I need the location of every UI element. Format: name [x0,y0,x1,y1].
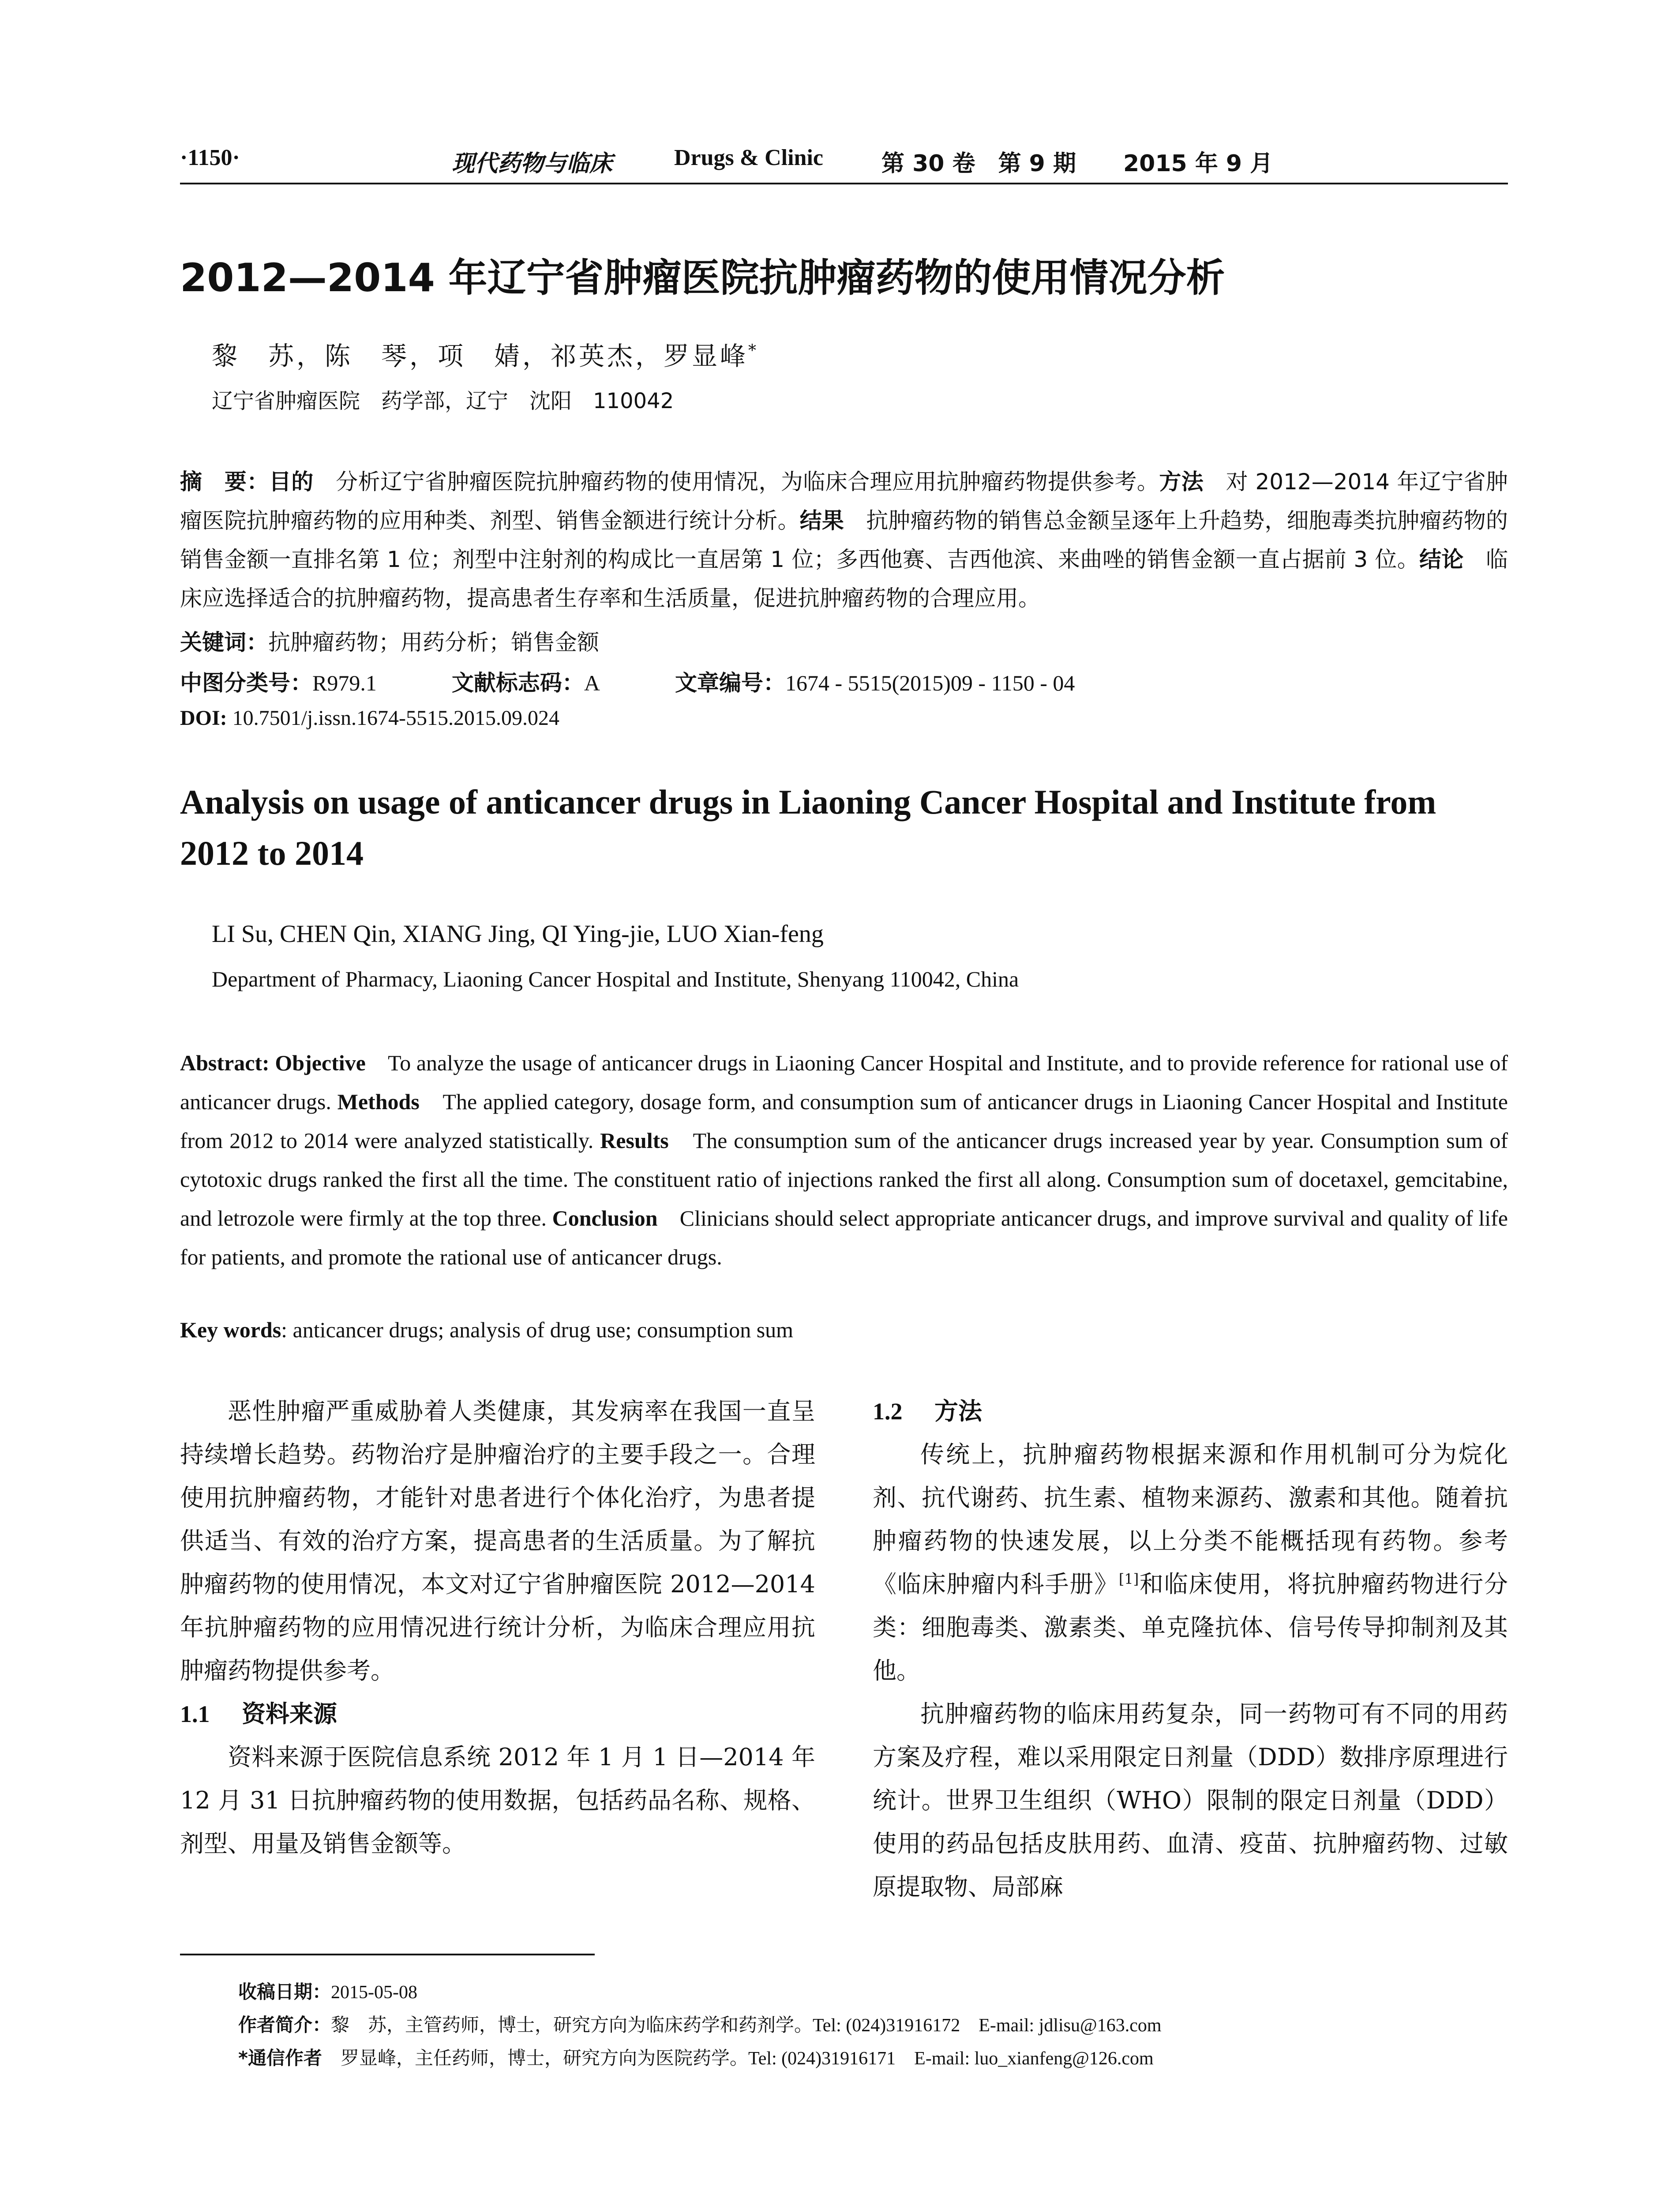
clc-value: R979.1 [312,671,377,695]
doi-value[interactable]: 10.7501/j.issn.1674-5515.2015.09.024 [227,706,560,730]
doi-line [180,706,559,730]
body-column-right [873,1390,1508,1909]
clc-label: 中图分类号： [180,670,312,696]
section-heading-1-1 [180,1692,815,1736]
article-title-cn: 2012—2014 年辽宁省肿瘤医院抗肿瘤药物的使用情况分析 [180,255,1225,300]
doc-code-label: 文献标志码： [451,670,584,696]
abstract-cn-results: 抗肿瘤药物的销售总金额呈逐年上升趋势，细胞毒类抗肿瘤药物的销售金额一直排名第 1 位；剂型中注射剂的构成比一直居第 1 位；多西他赛、吉西他滨、来曲唑的销售金额一直占据前 3 位。 [180,508,1508,572]
footnote-author [238,2009,1162,2042]
abstract-cn-conclusion: 临床应选择适合的抗肿瘤药物，提高患者生存率和生活质量，促进抗肿瘤药物的合理应用。 [180,547,1508,611]
received-label: 收稿日期： [238,1981,331,2003]
abstract-en-label: Abstract: [180,1050,270,1075]
doi-label: DOI: [180,706,227,730]
article-number-value: 1674 - 5515(2015)09 - 1150 - 04 [785,671,1075,695]
affiliation-en: Department of Pharmacy, Liaoning Cancer Hospital and Institute, Shenyang 110042, China [212,967,1019,991]
abstract-cn-objective: 分析辽宁省肿瘤医院抗肿瘤药物的使用情况，为临床合理应用抗肿瘤药物提供参考。 [313,469,1159,495]
abstract-en-objective: To analyze the usage of anticancer drugs in Liaoning Cancer Hospital and Institute, and to provide reference for rational use of anticancer drugs. [180,1050,1508,1114]
footnote-received [238,1976,1162,2009]
doc-code-value: A [584,671,600,695]
intro-paragraph: 恶性肿瘤严重威胁着人类健康，其发病率在我国一直呈持续增长趋势。药物治疗是肿瘤治疗的主要手段之一。合理使用抗肿瘤药物，才能针对患者进行个体化治疗，为患者提供适当、有效的治疗方案，提高患者的生活质量。为了解抗肿瘤药物的使用情况，本文对辽宁省肿瘤医院 2012—2014 年抗肿瘤药物的应用情况进行统计分析，为临床合理应用抗肿瘤药物提供参考。 [180,1397,815,1685]
abstract-en-results: The consumption sum of the anticancer drugs increased year by year. Consumption sum of cytotoxic drugs ranked the first all the time. The constituent ratio of injections ranked the first all along. Consumption sum of docetaxel, gemcitabine, and letrozole were firmly at the top three. [180,1128,1508,1231]
corresponding-mark: * [748,341,759,360]
journal-name-en: Drugs & Clinic [674,145,823,170]
footnote-corresponding [238,2042,1162,2075]
abstract-en-conclusion-label: Conclusion [547,1206,658,1231]
abstract-en-conclusion: Clinicians should select appropriate anticancer drugs, and improve survival and quality of life for patients, and promote the rational use of anticancer drugs. [180,1206,1508,1269]
section-title-1-2: 方法 [934,1397,982,1425]
footnote-rule [180,1954,595,1955]
section-1-2-text-a: 传统上，抗肿瘤药物根据来源和作用机制可分为烷化剂、抗代谢药、抗生素、植物来源药、激素和其他。随着抗肿瘤药物的快速发展，以上分类不能概括现有药物。参考《临床肿瘤内科手册》 [873,1441,1508,1598]
author-contact: Tel: (024)31916172 E-mail: jdlisu@163.com [813,2015,1162,2036]
abstract-en-methods: The applied category, dosage form, and consumption sum of anticancer drugs in Liaoning Cancer Hospital and Institute from 2012 to 2014 were analyzed statistically. [180,1089,1508,1153]
abstract-en-results-label: Results [593,1128,669,1153]
abstract-cn [180,462,1508,618]
keywords-en-label: Key words [180,1317,281,1342]
received-value: 2015-05-08 [331,1982,417,2003]
keywords-en [180,1317,793,1343]
abstract-en [180,1043,1508,1276]
volume-issue: 第 30 卷 第 9 期 [881,150,1076,177]
affiliation-cn: 辽宁省肿瘤医院 药学部，辽宁 沈阳 110042 [212,389,674,413]
abstract-en-methods-label: Methods [331,1089,420,1114]
section-number-1-1: 1.1 [180,1701,210,1727]
author-bio-label: 作者简介： [238,2014,331,2036]
keywords-cn-label: 关键词： [180,630,268,655]
corresponding-value: 罗显峰，主任药师，博士，研究方向为医院药学。 [322,2047,748,2069]
corresponding-label: *通信作者 [238,2047,322,2069]
section-heading-1-2 [873,1390,1508,1433]
authors-cn [212,335,759,372]
abstract-cn-methods-label: 方法 [1159,469,1204,495]
keywords-en-value: : anticancer drugs; analysis of drug use; consumption sum [281,1317,794,1342]
section-1-1-paragraph: 资料来源于医院信息系统 2012 年 1 月 1 日—2014 年 12 月 31 日抗肿瘤药物的使用数据，包括药品名称、规格、剂型、用量及销售金额等。 [180,1743,815,1857]
section-number-1-2: 1.2 [873,1398,903,1425]
footnotes [238,1976,1162,2075]
classification-line [180,665,1075,697]
journal-name-cn: 现代药物与临床 [452,150,613,177]
abstract-cn-conclusion-label: 结论 [1419,547,1464,572]
authors-en: LI Su, CHEN Qin, XIANG Jing, QI Ying-jie, LUO Xian-feng [212,920,824,948]
abstract-cn-objective-label: 目的 [269,469,314,495]
keywords-cn-value: 抗肿瘤药物；用药分析；销售金额 [268,630,599,655]
author-bio-value: 黎 苏，主管药师，博士，研究方向为临床药学和药剂学。 [331,2014,813,2036]
abstract-cn-results-label: 结果 [799,508,844,533]
keywords-cn [180,625,599,657]
section-1-2-text-b: 和临床使用，将抗肿瘤药物进行分类：细胞毒类、激素类、单克隆抗体、信号传导抑制剂及其他。 [873,1570,1508,1685]
abstract-cn-methods: 对 2012—2014 年辽宁省肿瘤医院抗肿瘤药物的应用种类、剂型、销售金额进行统计分析。 [180,469,1508,533]
abstract-en-objective-label: Objective [269,1050,366,1075]
section-1-2-paragraph-1 [873,1433,1508,1692]
citation-ref-1[interactable]: [1] [1118,1571,1139,1587]
running-header [180,140,1508,184]
article-number-label: 文章编号： [675,670,785,696]
article-title-en: Analysis on usage of anticancer drugs in Liaoning Cancer Hospital and Institute from 2012 to 2014 [180,783,1436,872]
body-column-left [180,1390,815,1865]
section-title-1-1: 资料来源 [242,1700,337,1728]
issue-date: 2015 年 9 月 [1123,150,1273,177]
section-1-2-paragraph-2: 抗肿瘤药物的临床用药复杂，同一药物可有不同的用药方案及疗程，难以采用限定日剂量（DDD）数排序原理进行统计。世界卫生组织（WHO）限制的限定日剂量（DDD）使用的药品包括皮肤用药、血清、疫苗、抗肿瘤药物、过敏原提取物、局部麻 [873,1700,1508,1901]
corresponding-contact: Tel: (024)31916171 E-mail: luo_xianfeng@126.com [748,2048,1154,2069]
authors-cn-names: 黎 苏，陈 琴，项 婧，祁英杰，罗显峰 [212,341,749,371]
abstract-cn-label: 摘 要： [180,469,269,495]
page-number: ·1150· [180,145,240,170]
